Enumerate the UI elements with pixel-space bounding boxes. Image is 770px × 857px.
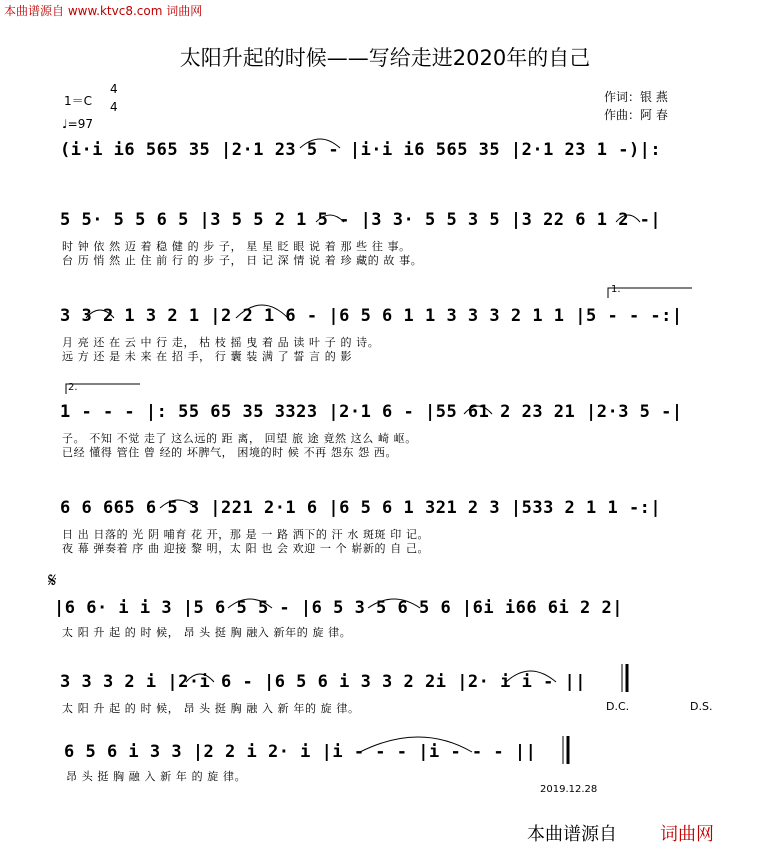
volta-2-label: 2.	[68, 382, 78, 393]
page-title: 太阳升起的时候——写给走进2020年的自己	[179, 46, 591, 70]
score-line-3: 3 3 2 1 3 2 1 |2 2 1 6 - |6 5 6 1 1 3 3 3 2 1 1 |5 - - -:|	[60, 306, 683, 326]
volta-1-bracket	[608, 288, 692, 298]
lyric-line-3b: 远 方 还 是 未 来 在 招 手， 行 囊 装 满 了 誓 言 的 影	[62, 350, 353, 363]
tempo-mark: ♩=97	[62, 117, 93, 131]
score-line-2: 5 5· 5 5 6 5 |3 5 5 2 1 5 - |3 3· 5 5 3 5 |3 22 6 1 2 -|	[60, 210, 662, 230]
time-signature-top: 4	[110, 82, 118, 96]
score-line-7: 3 3 3 2 i |2·i 6 - |6 5 6 i 3 3 2 2i |2· i i - ||	[60, 672, 587, 692]
lyric-line-4a: 子。 不知 不觉 走了 这么远的 距 离， 回望 旅 途 竟然 这么 崎 岖。	[62, 432, 417, 445]
score-line-5: 6 6 665 6 5 3 |221 2·1 6 |6 5 6 1 321 2 3 |533 2 1 1 -:|	[60, 498, 662, 518]
score-line-6: |6 6· i i 3 |5 6 5 5 - |6 5 3 5 6 5 6 |6i i66 6i 2 2|	[54, 598, 623, 618]
score-line-4: 1 - - - |: 55 65 35 3323 |2·1 6 - |55 61 2 23 21 |2·3 5 -|	[60, 402, 683, 422]
composer: 作曲：阿 春	[604, 108, 668, 122]
lyric-line-7: 太 阳 升 起 的 时 候， 昂 头 挺 胸 融 入 新 年的 旋 律。	[62, 702, 360, 715]
lyric-line-3a: 月 亮 还 在 云 中 行 走， 枯 枝 摇 曳 着 品 读 叶 子 的 诗。	[62, 336, 380, 349]
compose-date: 2019.12.28	[540, 784, 598, 795]
watermark-top: 本曲谱源自 www.ktvc8.com 词曲网	[4, 4, 203, 18]
lyric-line-6: 太 阳 升 起 的 时 候， 昂 头 挺 胸 融入 新年的 旋 律。	[62, 626, 352, 639]
volta-1-label: 1.	[611, 284, 621, 295]
lyric-line-2b: 台 历 悄 然 止 住 前 行 的 步 子， 日 记 深 情 说 着 珍 藏的 故 事。	[62, 254, 423, 267]
lyricist: 作词：银 燕	[604, 90, 668, 104]
footer-site: 词曲网	[660, 824, 714, 845]
segno-icon: 𝄋	[48, 568, 57, 592]
footer-source: 本曲谱源自	[527, 824, 617, 845]
dal-segno-mark: D.S.	[690, 700, 713, 713]
lyric-line-5b: 夜 幕 弹奏着 序 曲 迎接 黎 明，太 阳 也 会 欢迎 一 个 崭新的 自 己。	[62, 542, 430, 555]
key-signature: 1＝C	[64, 94, 93, 108]
lyric-line-8: 昂 头 挺 胸 融 入 新 年 的 旋 律。	[66, 770, 247, 783]
lyric-line-4b: 已经 懂得 管住 曾 经的 坏脾气， 困境的时 候 不再 怨东 怨 西。	[62, 446, 398, 459]
da-capo-mark: D.C.	[606, 700, 630, 713]
score-line-8: 6 5 6 i 3 3 |2 2 i 2· i |i - - - |i - - - ||	[64, 742, 537, 762]
lyric-line-5a: 日 出 日落的 光 阴 哺育 花 开，那 是 一 路 洒下的 汗 水 斑斑 印 记。	[62, 528, 430, 541]
time-signature-bottom: 4	[110, 100, 118, 114]
lyric-line-2a: 时 钟 依 然 迈 着 稳 健 的 步 子， 星 星 眨 眼 说 着 那 些 往 事。	[62, 240, 411, 253]
score-line-1: (i·i i6 565 35 |2·1 23 5 - |i·i i6 565 35 |2·1 23 1 -)|:	[60, 140, 662, 160]
